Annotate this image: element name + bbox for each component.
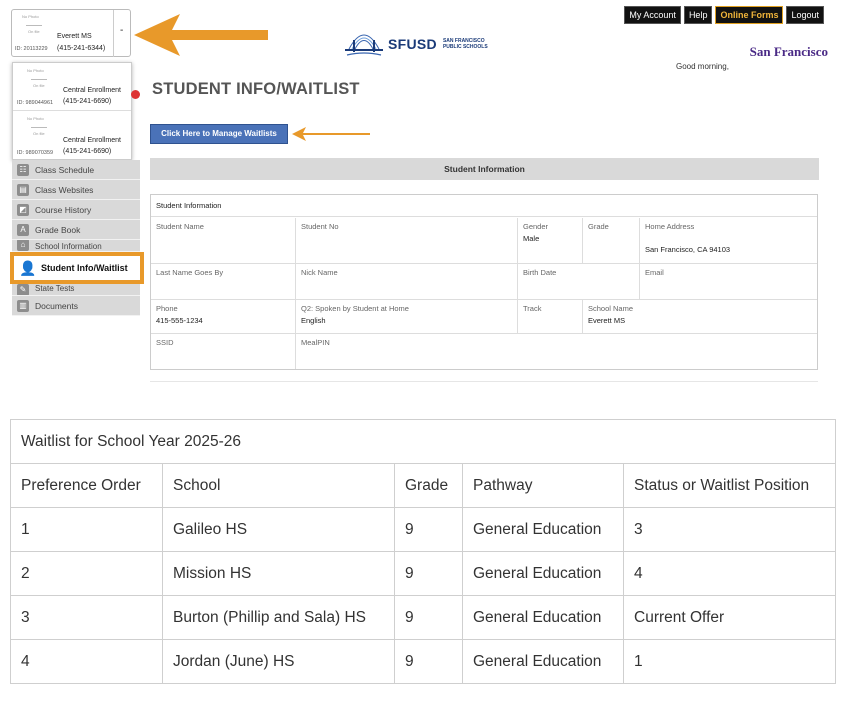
column-header: Grade <box>395 464 463 508</box>
waitlist-table <box>10 419 836 684</box>
student-phone: (415-241-6690) <box>63 98 112 105</box>
column-header: Status or Waitlist Position <box>624 464 836 508</box>
field-label: Student Name <box>156 222 204 231</box>
table-cell: 4 <box>624 552 836 596</box>
student-option[interactable] <box>13 111 131 159</box>
sidebar-item-documents[interactable] <box>12 296 140 316</box>
on-file-label: On file <box>33 83 45 88</box>
waitlist-title: Waitlist for School Year 2025-26 <box>11 420 836 464</box>
sidebar-item-label: Course History <box>35 204 92 215</box>
field-label: Email <box>645 268 664 277</box>
school-name-cell <box>583 300 817 334</box>
logout-button[interactable]: Logout <box>786 6 824 24</box>
table-cell: Mission HS <box>163 552 395 596</box>
table-cell: 9 <box>395 508 463 552</box>
divider <box>150 381 818 382</box>
history-icon: ◩ <box>17 204 29 216</box>
table-row <box>11 640 836 684</box>
student-name-cell <box>151 218 296 264</box>
field-value: San Francisco, CA 94103 <box>645 245 731 254</box>
table-cell: 1 <box>624 640 836 684</box>
table-cell: Jordan (June) HS <box>163 640 395 684</box>
grade-cell <box>583 218 640 264</box>
table-cell: 9 <box>395 552 463 596</box>
field-label: MealPIN <box>301 338 330 347</box>
student-id: ID: 989044961 <box>17 100 54 106</box>
nick-name-cell <box>296 264 518 300</box>
table-row <box>11 508 836 552</box>
student-school: Central Enrollment <box>63 87 121 94</box>
table-cell: 9 <box>395 596 463 640</box>
logo-text: SFUSD <box>388 36 437 52</box>
logo-sub-line2: PUBLIC SCHOOLS <box>442 44 488 50</box>
calendar-icon: ☷ <box>17 164 29 176</box>
greeting: Good morning, <box>676 62 729 71</box>
annotation-arrow-icon <box>132 12 272 58</box>
column-header: Pathway <box>463 464 624 508</box>
column-header: School <box>163 464 395 508</box>
field-value: English <box>301 316 326 325</box>
no-photo-placeholder <box>23 116 57 138</box>
table-cell: General Education <box>463 640 624 684</box>
phone-cell <box>151 300 296 334</box>
sidebar-item-label: Documents <box>35 300 78 311</box>
sidebar-item-grade-book[interactable] <box>12 220 140 240</box>
table-cell: 3 <box>624 508 836 552</box>
no-photo-label: No Photo <box>27 68 44 73</box>
no-photo-label: No Photo <box>27 116 44 121</box>
dropdown-toggle-icon[interactable]: - <box>120 25 124 36</box>
table-cell: General Education <box>463 596 624 640</box>
grade-icon: A <box>17 224 29 236</box>
web-icon: ▤ <box>17 184 29 196</box>
student-option[interactable] <box>13 63 131 111</box>
chart-icon: ▥ <box>17 300 29 312</box>
field-label: Student No <box>301 222 339 231</box>
field-label: Birth Date <box>523 268 557 277</box>
top-nav <box>624 6 824 24</box>
birth-date-cell <box>518 264 640 300</box>
table-cell: General Education <box>463 552 624 596</box>
sidebar-item-course-history[interactable] <box>12 200 140 220</box>
table-row <box>11 596 836 640</box>
table-cell: Galileo HS <box>163 508 395 552</box>
table-header-row <box>11 464 836 508</box>
no-photo-placeholder <box>18 14 52 36</box>
sidebar-item-class-schedule[interactable] <box>12 160 140 180</box>
table-caption-row <box>11 420 836 464</box>
on-file-label: On file <box>33 131 45 136</box>
ssid-cell <box>151 334 296 369</box>
online-forms-button[interactable]: Online Forms <box>715 6 783 24</box>
home-language-cell <box>296 300 518 334</box>
field-label: Gender <box>523 222 549 231</box>
table-cell: 1 <box>11 508 163 552</box>
field-value: 415-555-1234 <box>156 316 203 325</box>
table-row <box>11 552 836 596</box>
my-account-button[interactable]: My Account <box>624 6 681 24</box>
track-cell <box>518 300 583 334</box>
student-school: Everett MS <box>57 33 92 40</box>
field-label: Phone <box>156 304 178 313</box>
help-button[interactable]: Help <box>684 6 713 24</box>
field-value: Everett MS <box>588 316 626 325</box>
field-label: Q2: Spoken by Student at Home <box>301 304 409 313</box>
district-name: San Francisco <box>749 44 828 59</box>
logo-sub-line1: SAN FRANCISCO <box>442 38 485 44</box>
person-icon: 👤 <box>19 260 37 276</box>
no-photo-placeholder <box>23 68 57 90</box>
no-photo-label: No Photo <box>22 14 39 19</box>
student-school: Central Enrollment <box>63 137 121 144</box>
student-switcher[interactable] <box>11 9 131 57</box>
logo-subtext <box>443 38 488 50</box>
field-label: School Name <box>588 304 634 313</box>
sidebar-item-state-tests[interactable] <box>12 284 140 296</box>
test-icon: ✎ <box>17 284 29 296</box>
sidebar-item-label: School Information <box>35 242 102 251</box>
meal-pin-cell <box>296 334 817 369</box>
grid-title: Student Information <box>151 195 817 217</box>
table-cell: 3 <box>11 596 163 640</box>
school-icon: ⌂ <box>17 240 29 251</box>
annotation-arrow-icon <box>290 126 372 142</box>
sidebar-item-label: Student Info/Waitlist <box>41 263 128 273</box>
table-cell: 9 <box>395 640 463 684</box>
sidebar-item-class-websites[interactable] <box>12 180 140 200</box>
field-label: Nick Name <box>301 268 338 277</box>
field-label: SSID <box>156 338 174 347</box>
last-name-cell <box>151 264 296 300</box>
field-label: Home Address <box>645 222 695 231</box>
email-cell <box>640 264 817 300</box>
table-cell: Current Offer <box>624 596 836 640</box>
table-cell: Burton (Phillip and Sala) HS <box>163 596 395 640</box>
sfusd-logo <box>343 27 488 61</box>
sidebar-item-label: Grade Book <box>35 224 81 235</box>
student-id: ID: 989070359 <box>17 150 54 156</box>
column-header: Preference Order <box>11 464 163 508</box>
sidebar-item-school-information[interactable] <box>12 240 140 252</box>
gender-cell <box>518 218 583 264</box>
table-cell: 4 <box>11 640 163 684</box>
sidebar-nav <box>12 160 140 316</box>
table-cell: General Education <box>463 508 624 552</box>
bridge-logo-icon <box>343 27 385 61</box>
student-info-grid <box>150 194 818 370</box>
sidebar-item-label: Class Websites <box>35 184 94 195</box>
field-label: Track <box>523 304 542 313</box>
sidebar-item-student-info-waitlist[interactable] <box>10 252 144 284</box>
sidebar-item-label: State Tests <box>35 284 75 293</box>
student-phone: (415-241-6344) <box>57 45 106 52</box>
on-file-label: On file <box>28 29 40 34</box>
manage-waitlists-button[interactable]: Click Here to Manage Waitlists <box>150 124 288 144</box>
section-header: Student Information <box>150 158 819 180</box>
field-value: Male <box>523 234 540 243</box>
page-title: STUDENT INFO/WAITLIST <box>152 80 360 98</box>
student-dropdown-menu <box>12 62 132 160</box>
field-label: Last Name Goes By <box>156 268 224 277</box>
student-id: ID: 20113229 <box>15 46 48 52</box>
notification-badge <box>131 90 140 99</box>
table-cell: 2 <box>11 552 163 596</box>
sidebar-item-label: Class Schedule <box>35 164 95 175</box>
field-label: Grade <box>588 222 609 231</box>
student-no-cell <box>296 218 518 264</box>
home-address-cell <box>640 218 817 264</box>
student-phone: (415-241-6690) <box>63 148 112 155</box>
